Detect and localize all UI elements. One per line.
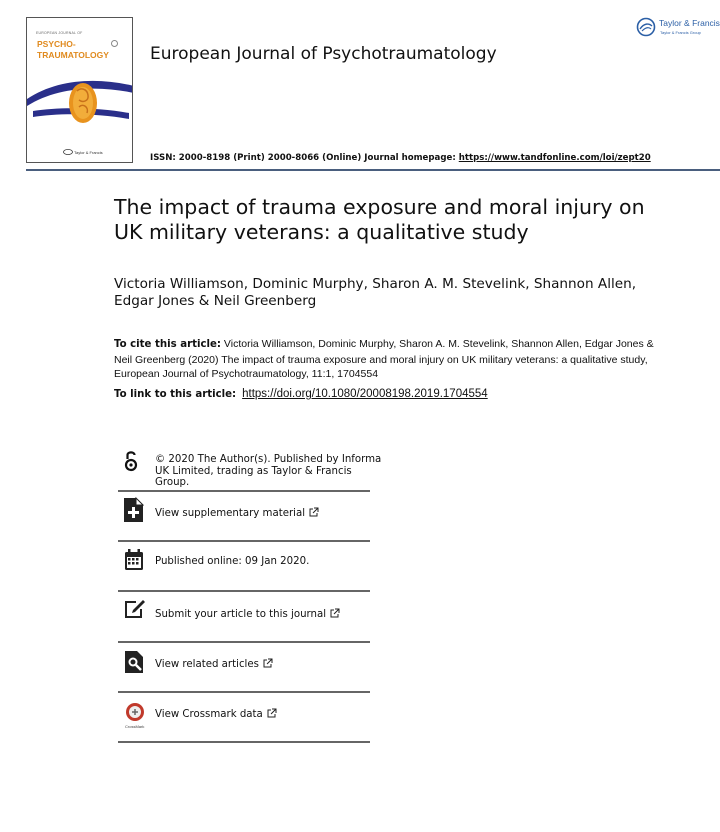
open-access-icon [124,449,138,473]
related-label[interactable] [155,658,273,671]
article-title: The impact of trauma exposure and moral injury on UK military veterans: a qualitative study [114,195,645,244]
external-link-icon [309,507,319,517]
document-plus-icon [122,497,144,523]
article-link-line [114,388,488,400]
external-link-icon [267,708,277,718]
edit-icon [124,599,146,619]
journal-homepage-link[interactable]: https://www.tandfonline.com/loi/zept20 [458,153,651,163]
cover-badge-icon [111,40,118,47]
taylor-francis-logo-icon [636,17,656,37]
info-divider [118,691,370,693]
submit-text: Submit your article to this journal [155,609,327,620]
crossmark-item[interactable] [118,694,370,746]
issn-text: ISSN: 2000-8198 (Print) 2000-8066 (Online) Journal homepage: [150,153,459,163]
related-articles-item[interactable] [118,644,370,694]
crossmark-icon [124,702,146,726]
cite-label: To cite this article: [114,339,221,350]
publisher-group: Taylor & Francis Group [660,30,701,35]
info-divider [118,741,370,743]
issn-line [150,153,651,163]
cover-small-title: EUROPEAN JOURNAL OF [36,31,83,35]
info-divider [118,490,370,492]
calendar-icon [124,549,144,571]
supplementary-label[interactable] [155,507,319,520]
copyright-line-3: Group. [155,477,190,488]
search-document-icon [124,650,146,674]
crossmark-text: View Crossmark data [155,709,263,720]
article-authors: Victoria Williamson, Dominic Murphy, Sharon A. M. Stevelink, Shannon Allen, Edgar Jones & Neil Greenberg [114,276,637,309]
related-text: View related articles [155,659,259,670]
copyright-line-2: UK Limited, trading as Taylor & Francis [155,465,352,477]
published-online-item [118,544,370,594]
cover-brain-artwork [27,73,133,143]
submit-label[interactable] [155,608,340,621]
link-label: To link to this article: [114,389,237,400]
doi-link[interactable]: https://doi.org/10.1080/20008198.2019.1704554 [242,388,488,400]
info-divider [118,641,370,643]
submit-article-item[interactable] [118,594,370,644]
cover-publisher-text: Taylor & Francis [74,150,103,155]
external-link-icon [330,608,340,618]
citation-block [114,337,674,382]
open-access-notice [118,448,382,494]
published-date: Published online: 09 Jan 2020. [155,556,310,567]
cover-title-line2: TRAUMATOLOGY [37,50,109,60]
cover-publisher-logo-icon [63,149,73,155]
journal-title: European Journal of Psychotraumatology [150,44,497,64]
crossmark-label[interactable] [155,708,277,721]
crossmark-logo-text: CrossMark [125,724,145,729]
header-divider [26,169,720,171]
supplementary-material-item[interactable] [118,494,370,544]
cover-title-line1: PSYCHO- [37,39,76,49]
info-divider [118,590,370,592]
cite-text: Victoria Williamson, Dominic Murphy, Sharon A. M. Stevelink, Shannon Allen, Edgar Jones & Neil Greenberg (2020) The impact of trauma exposure and moral injury on UK military veterans: a qualitative study, European Journal of Psychotraumatology, 11:1, 1704554 [114,338,654,380]
journal-cover[interactable] [26,17,133,163]
info-divider [118,540,370,542]
external-link-icon [263,658,273,668]
publisher-name: Taylor & Francis [659,18,720,28]
copyright-line-1: © 2020 The Author(s). Published by Informa [155,454,382,465]
supplementary-text: View supplementary material [155,508,306,519]
